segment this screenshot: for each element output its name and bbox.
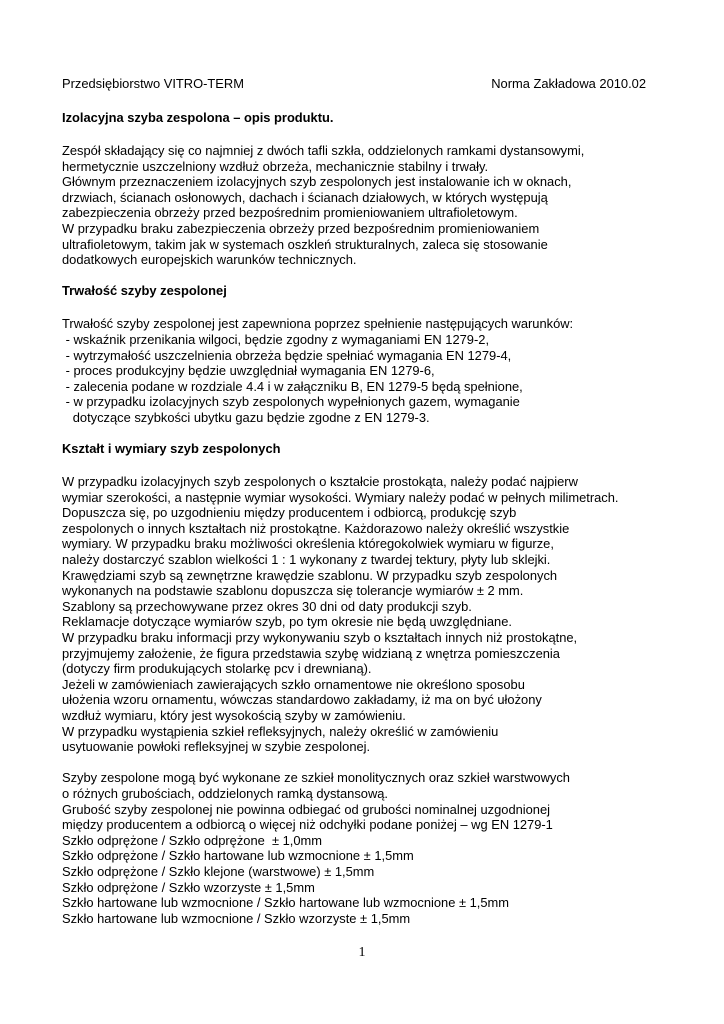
paragraph-line: zabezpieczenia obrzeży przed bezpośrednim promieniowaniem ultrafioletowym. (62, 205, 518, 221)
paragraph-line: Grubość szyby zespolonej nie powinna odbiegać od grubości nominalnej uzgodnionej (62, 801, 551, 817)
paragraph-line: Głównym przeznaczeniem izolacyjnych szyb zespolonych jest instalowanie ich w oknach, (62, 174, 572, 190)
paragraph-line: należy dostarczyć szablon wielkości 1 : 1 wykonany z twardej tektury, płyty lub sklejki. (62, 552, 551, 568)
paragraph-line: usytuowanie powłoki refleksyjnej w szybie zespolonej. (62, 739, 371, 755)
list-item: - wskaźnik przenikania wilgoci, będzie zgodny z wymaganiami EN 1279-2, (62, 331, 490, 347)
page-number: 1 (358, 945, 366, 960)
page-header (62, 76, 646, 92)
paragraph-line: zespolonych o innych kształtach niż prostokątne. Każdorazowo należy określić wszystkie (62, 520, 570, 536)
paragraph-line: hermetycznie uszczelniony wzdłuż obrzeża, mechanicznie stabilny i trwały. (62, 158, 489, 174)
paragraph-line: dodatkowych europejskich warunków technicznych. (62, 252, 357, 268)
paragraph-line: W przypadku wystąpienia szkieł refleksyjnych, należy określić w zamówieniu (62, 723, 499, 739)
tolerance-line: Szkło odprężone / Szkło odprężone ± 1,0mm (62, 832, 323, 848)
paragraph-line: wymiary. W przypadku braku możliwości określenia któregokolwiek wymiaru w figurze, (62, 536, 554, 552)
list-item: - wytrzymałość uszczelnienia obrzeża będzie spełniać wymagania EN 1279-4, (62, 347, 512, 363)
paragraph-line: (dotyczy firm produkujących stolarkę pcv i drewnianą). (62, 661, 372, 677)
paragraph-line: Krawędziami szyb są zewnętrzne krawędzie szablonu. W przypadku szyb zespolonych (62, 567, 558, 583)
intro-section (62, 143, 672, 268)
list-item: - w przypadku izolacyjnych szyb zespolonych wypełnionych gazem, wymaganie (62, 394, 520, 410)
paragraph-line: Trwałość szyby zespolonej jest zapewniona poprzez spełnienie następujących warunków: (62, 316, 574, 332)
paragraph-line: W przypadku izolacyjnych szyb zespolonych o kształcie prostokąta, należy podać najpierw (62, 474, 578, 490)
paragraph-line: wykonanych na podstawie szablonu dopuszcza się tolerancje wymiarów ± 2 mm. (62, 583, 524, 599)
norm-label: Norma Zakładowa 2010.02 (491, 76, 646, 91)
list-item: - proces produkcyjny będzie uwzględniał wymagania EN 1279-6, (62, 363, 435, 379)
shape-section (62, 474, 672, 755)
paragraph-line: ultrafioletowym, takim jak w systemach oszkleń strukturalnych, zaleca się stosowanie (62, 236, 548, 252)
paragraph-line: Dopuszcza się, po uzgodnieniu między producentem i odbiorcą, produkcję szyb (62, 505, 517, 521)
section-heading-durability: Trwałość szyby zespolonej (62, 283, 227, 299)
paragraph-line: W przypadku braku informacji przy wykonywaniu szyb o kształtach innych niż prostokątne, (62, 630, 578, 646)
paragraph-line: Szyby zespolone mogą być wykonane ze szkieł monolitycznych oraz szkieł warstwowych (62, 770, 570, 786)
paragraph-line: W przypadku braku zabezpieczenia obrzeży przed bezpośrednim promieniowaniem (62, 220, 540, 236)
paragraph-line: wzdłuż wymiaru, który jest wysokością szyby w zamówieniu. (62, 708, 406, 723)
tolerance-line: Szkło odprężone / Szkło wzorzyste ± 1,5mm (62, 879, 315, 895)
section-heading-shape: Kształt i wymiary szyb zespolonych (62, 441, 281, 457)
paragraph-line: Zespół składający się co najmniej z dwóch tafli szkła, oddzielonych ramkami dystansowymi, (62, 143, 585, 158)
paragraph-line: Szablony są przechowywane przez okres 30 dni od daty produkcji szyb. (62, 598, 472, 614)
tolerance-line: Szkło hartowane lub wzmocnione / Szkło hartowane lub wzmocnione ± 1,5mm (62, 895, 510, 911)
paragraph-line: wymiar szerokości, a następnie wymiar wysokości. Wymiary należy podać w pełnych milimetrach. (62, 489, 619, 505)
paragraph-line: o różnych grubościach, oddzielonych ramką dystansową. (62, 785, 389, 801)
glass-section (62, 770, 672, 926)
tolerance-line: Szkło hartowane lub wzmocnione / Szkło wzorzyste ± 1,5mm (62, 910, 411, 926)
paragraph-line: drzwiach, ścianach osłonowych, dachach i ścianach działowych, w których występują (62, 189, 548, 205)
paragraph-line: przyjmujemy założenie, że figura przedstawia szybę widzianą z wnętrza pomieszczenia (62, 645, 560, 661)
paragraph-line: ułożenia wzoru ornamentu, wówczas standardowo zakładamy, iż ma on być ułożony (62, 692, 542, 708)
paragraph-line: Jeżeli w zamówieniach zawierających szkło ornamentowe nie określono sposobu (62, 676, 525, 692)
document-title: Izolacyjna szyba zespolona – opis produktu. (62, 110, 334, 125)
tolerance-line: Szkło odprężone / Szkło klejone (warstwowe) ± 1,5mm (62, 863, 375, 879)
tolerance-line: Szkło odprężone / Szkło hartowane lub wzmocnione ± 1,5mm (62, 848, 414, 864)
company-name: Przedsiębiorstwo VITRO-TERM (62, 76, 244, 91)
list-item: dotyczące szybkości ubytku gazu będzie zgodne z EN 1279-3. (62, 409, 430, 425)
paragraph-line: Reklamacje dotyczące wymiarów szyb, po tym okresie nie będą uwzględniane. (62, 614, 512, 630)
document-body (62, 110, 672, 926)
paragraph-line: między producentem a odbiorcą o więcej niż odchyłki podane poniżej – wg EN 1279-1 (62, 817, 553, 833)
list-item: - zalecenia podane w rozdziale 4.4 i w załączniku B, EN 1279-5 będą spełnione, (62, 378, 523, 394)
durability-section (62, 316, 672, 425)
